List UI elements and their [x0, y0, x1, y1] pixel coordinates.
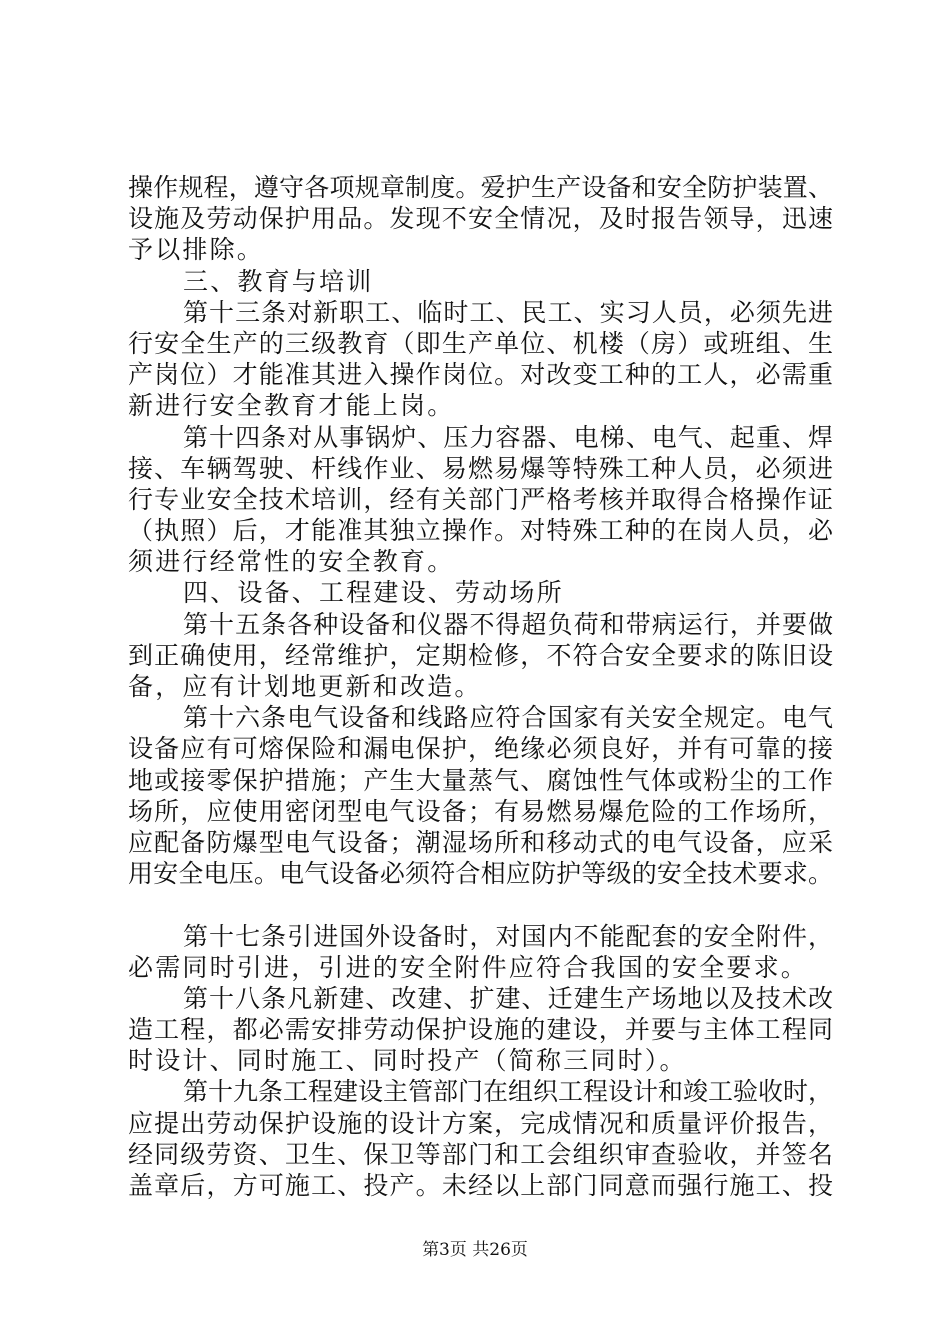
text-line: 备，应有计划地更新和改造。: [128, 672, 482, 701]
text-line: 行专业安全技术培训，经有关部门严格考核并取得合格操作证: [128, 484, 833, 514]
text-line: 接、车辆驾驶、杆线作业、易燃易爆等特殊工种人员，必须进: [128, 453, 833, 483]
text-line: 须进行经常性的安全教育。: [128, 547, 455, 577]
text-line: 时设计、同时施工、同时投产（简称三同时）。: [128, 1046, 687, 1076]
text-line: 到正确使用，经常维护，定期检修，不符合安全要求的陈旧设: [128, 640, 833, 670]
text-line: 予以排除。: [128, 235, 265, 265]
text-line: 设施及劳动保护用品。发现不安全情况，及时报告领导，迅速: [128, 204, 833, 234]
text-line: （执照）后，才能准其独立操作。对特殊工种的在岗人员，必: [128, 516, 833, 546]
text-line: 第十五条各种设备和仪器不得超负荷和带病运行，并要做: [183, 609, 833, 639]
page-number: 第3页 共26页: [422, 1240, 528, 1260]
section-heading: 三、教育与培训: [183, 266, 374, 296]
text-line: 第十八条凡新建、改建、扩建、迁建生产场地以及技术改: [183, 983, 833, 1013]
blank-line: [128, 889, 833, 920]
document-body: [128, 172, 833, 1201]
text-line: 产岗位）才能准其进入操作岗位。对改变工种的工人，必需重: [128, 360, 833, 390]
text-line: 设备应有可熔保险和漏电保护，绝缘必须良好，并有可靠的接: [128, 734, 833, 764]
text-line: 新进行安全教育才能上岗。: [128, 391, 455, 421]
text-line: 必需同时引进，引进的安全附件应符合我国的安全要求。: [128, 952, 809, 982]
text-line: 第十六条电气设备和线路应符合国家有关安全规定。电气: [183, 703, 833, 733]
text-line: 第十三条对新职工、临时工、民工、实习人员，必须先进: [183, 297, 833, 327]
text-line: 经同级劳资、卫生、保卫等部门和工会组织审查验收，并签名: [128, 1139, 833, 1169]
text-line: 应配备防爆型电气设备；潮湿场所和移动式的电气设备，应采: [128, 827, 833, 857]
text-line: 第十四条对从事锅炉、压力容器、电梯、电气、起重、焊: [183, 422, 833, 452]
text-line: 行安全生产的三级教育（即生产单位、机楼（房）或班组、生: [128, 328, 833, 358]
text-line: 第十九条工程建设主管部门在组织工程设计和竣工验收时，: [183, 1077, 834, 1107]
text-line: 地或接零保护措施；产生大量蒸气、腐蚀性气体或粉尘的工作: [128, 765, 833, 795]
section-heading: 四、设备、工程建设、劳动场所: [183, 578, 564, 608]
text-line: 第十七条引进国外设备时，对国内不能配套的安全附件，: [183, 921, 833, 951]
text-line: 应提出劳动保护设施的设计方案，完成情况和质量评价报告，: [128, 1108, 833, 1138]
text-line: 造工程，都必需安排劳动保护设施的建设，并要与主体工程同: [128, 1015, 833, 1045]
text-line: 用安全电压。电气设备必须符合相应防护等级的安全技术要求。: [128, 859, 833, 889]
text-line: 场所，应使用密闭型电气设备；有易燃易爆危险的工作场所，: [128, 796, 833, 826]
text-line: 操作规程，遵守各项规章制度。爱护生产设备和安全防护装置、: [128, 173, 833, 202]
text-line: 盖章后，方可施工、投产。未经以上部门同意而强行施工、投: [128, 1171, 833, 1200]
